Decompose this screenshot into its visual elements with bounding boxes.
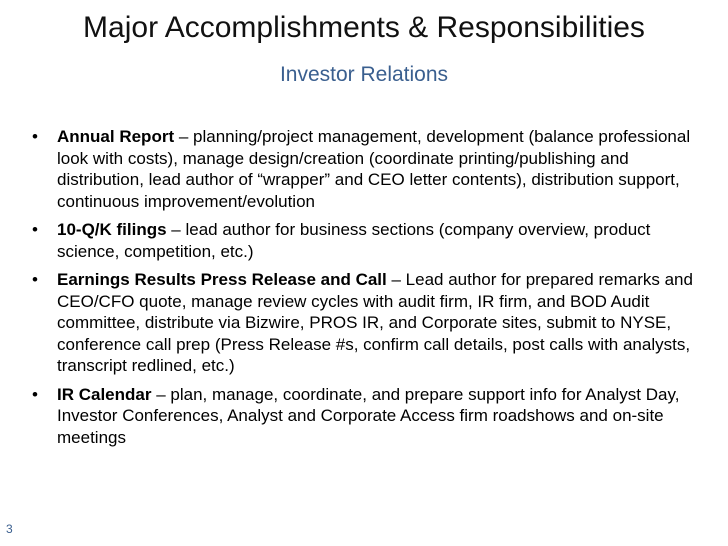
bullet-heading: Annual Report <box>57 127 175 146</box>
bullet-text: – plan, manage, coordinate, and prepare support info for Analyst Day, Investor Conferences, Analyst and Corporate Access firm roadshows and on-site meetings <box>57 384 680 447</box>
bullet-icon: • <box>32 270 38 289</box>
slide-title: Major Accomplishments & Responsibilities <box>83 11 645 44</box>
bullet-item-annual-report <box>30 126 700 212</box>
bullet-item-filings <box>30 219 700 262</box>
bullet-icon: • <box>32 384 38 404</box>
bullet-heading: Earnings Results Press Release and Call <box>57 270 387 289</box>
bullet-text: – lead author for business sections (company overview, product science, competition, etc.) <box>57 220 651 261</box>
bullet-heading: 10-Q/K filings <box>57 220 167 239</box>
page-number: 3 <box>6 522 13 536</box>
bullet-list <box>30 126 700 455</box>
bullet-item-earnings <box>30 269 700 377</box>
bullet-icon: • <box>32 127 38 146</box>
bullet-text: – planning/project management, development (balance professional look with costs), manage design/creation (coordinate printing/publishing and distribution, lead author of “wrapper” and CEO letter contents), distribution support, continuous improvement/evolution <box>57 127 691 211</box>
bullet-item-ir-calendar <box>30 384 700 449</box>
bullet-icon: • <box>32 220 38 239</box>
bullet-heading: IR Calendar <box>57 384 152 404</box>
bullet-text: – Lead author for prepared remarks and CEO/CFO quote, manage review cycles with audit firm, IR firm, and BOD Audit committee, distribute via Bizwire, PROS IR, and Corporate sites, submit to NYSE, conference call prep (Press Release #s, confirm call details, post calls with analysts, transcript redlined, etc.) <box>57 270 693 375</box>
slide-subtitle: Investor Relations <box>279 63 449 86</box>
